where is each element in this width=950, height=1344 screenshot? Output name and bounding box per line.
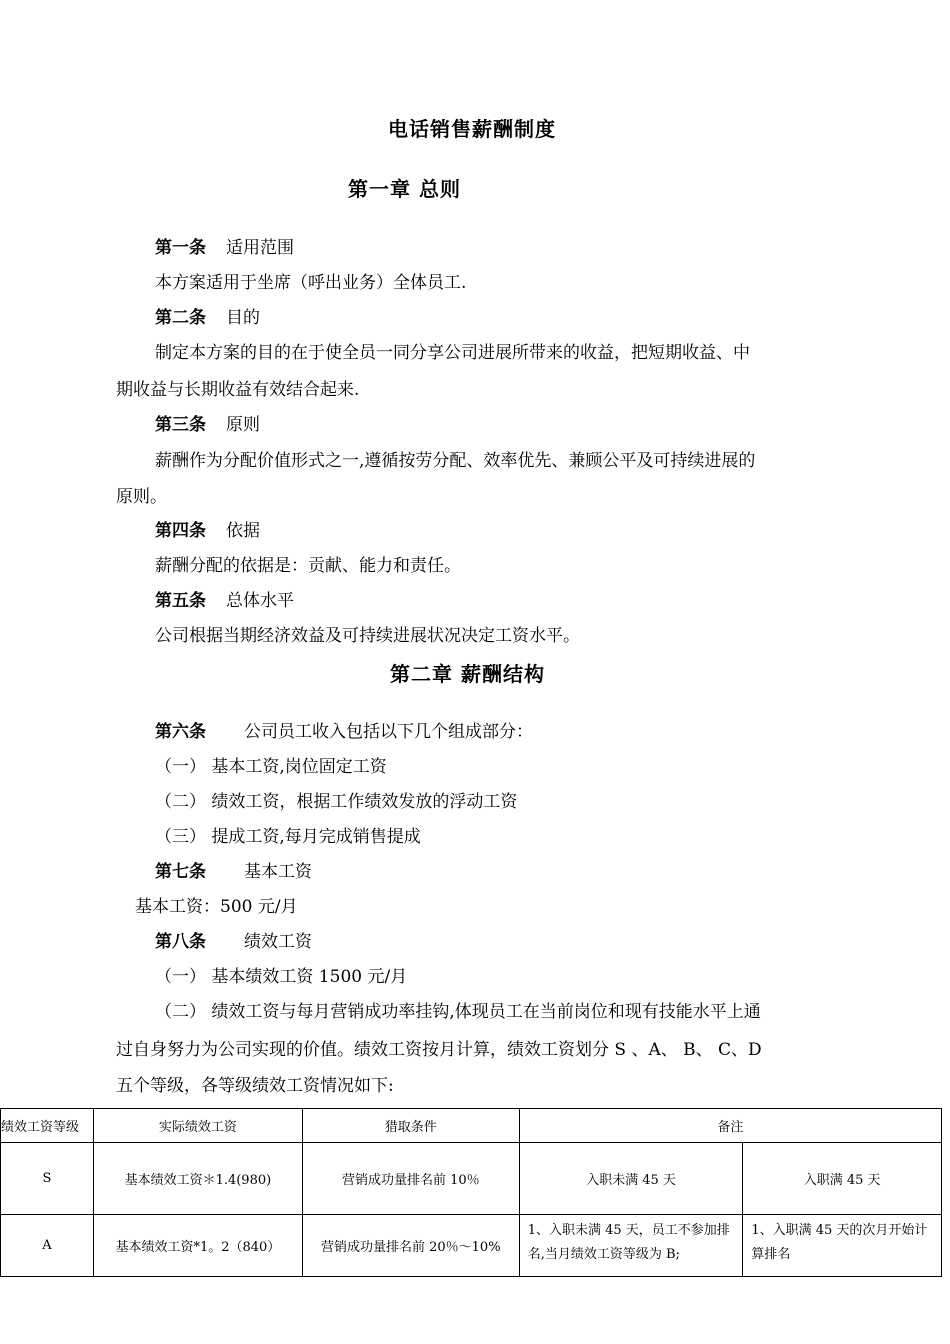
article-2 (155, 307, 260, 329)
article-6-title: 公司员工收入包括以下几个组成部分： (244, 722, 533, 742)
article-4-number: 第四条 (155, 521, 206, 541)
chapter-2-heading: 第二章 薪酬结构 (390, 662, 545, 686)
table-cell: 基本绩效工资＊1.4(980) (93, 1143, 302, 1215)
table-row (1, 1215, 942, 1277)
performance-pay-table (0, 1108, 942, 1277)
table-cell: 基本绩效工资*1。2（840） (93, 1215, 302, 1277)
article-1 (155, 237, 294, 259)
article-3-number: 第三条 (155, 415, 206, 435)
article-8-item-2-line2: 过自身努力为公司实现的价值。绩效工资按月计算，绩效工资划分 S 、A、 B、 C、D (116, 1040, 762, 1060)
article-8-item-2-line3: 五个等级，各等级绩效工资情况如下: (116, 1076, 394, 1096)
table-cell: 营销成功量排名前 10％ (302, 1143, 519, 1215)
table-cell: 营销成功量排名前 20％～10% (302, 1215, 519, 1277)
article-6-number: 第六条 (155, 722, 206, 742)
article-4 (155, 520, 260, 542)
article-8-item-2-line1: （二） 绩效工资与每月营销成功率挂钩,体现员工在当前岗位和现有技能水平上通 (155, 1002, 761, 1022)
article-3-body-line2: 原则。 (116, 487, 167, 507)
table-header-cell: 备注 (519, 1109, 941, 1143)
table-cell: A (1, 1215, 94, 1277)
article-1-title: 适用范围 (226, 238, 294, 258)
table-cell: S (1, 1143, 94, 1215)
article-1-body: 本方案适用于坐席（呼出业务）全体员工. (155, 273, 467, 293)
article-1-number: 第一条 (155, 238, 206, 258)
article-5 (155, 590, 294, 612)
article-7-body: 基本工资：500 元/月 (135, 897, 298, 917)
article-5-body: 公司根据当期经济效益及可持续进展状况决定工资水平。 (155, 626, 580, 646)
article-8 (155, 931, 312, 953)
article-3 (155, 414, 260, 436)
article-7-title: 基本工资 (244, 862, 312, 882)
document-title: 电话销售薪酬制度 (388, 117, 556, 141)
article-2-body-line1: 制定本方案的目的在于使全员一同分享公司进展所带来的收益，把短期收益、中 (155, 343, 750, 363)
table-cell: 1、入职满 45 天的次月开始计算排名 (743, 1215, 942, 1277)
chapter-1-heading: 第一章 总则 (348, 177, 461, 201)
article-6-item-2: （二） 绩效工资，根据工作绩效发放的浮动工资 (155, 792, 518, 812)
article-5-title: 总体水平 (226, 591, 294, 611)
article-3-body-line1: 薪酬作为分配价值形式之一,遵循按劳分配、效率优先、兼顾公平及可持续进展的 (155, 451, 756, 471)
table-row (1, 1143, 942, 1215)
article-3-title: 原则 (226, 415, 260, 435)
table-header-cell: 实际绩效工资 (93, 1109, 302, 1143)
table-header-row (1, 1109, 942, 1143)
article-7 (155, 861, 312, 883)
article-8-title: 绩效工资 (244, 932, 312, 952)
article-2-title: 目的 (226, 308, 260, 328)
table-header-cell: 绩效工资等级 (1, 1109, 94, 1143)
article-2-body-line2: 期收益与长期收益有效结合起来. (116, 380, 360, 400)
article-4-body: 薪酬分配的依据是：贡献、能力和责任。 (155, 556, 461, 576)
article-2-number: 第二条 (155, 308, 206, 328)
table-cell: 1、入职未满 45 天，员工不参加排名,当月绩效工资等级为 B; (519, 1215, 743, 1277)
table-cell: 入职未满 45 天 (519, 1143, 743, 1215)
article-5-number: 第五条 (155, 591, 206, 611)
article-6 (155, 721, 533, 743)
article-6-item-1: （一） 基本工资,岗位固定工资 (155, 757, 387, 777)
article-4-title: 依据 (226, 521, 260, 541)
table-header-cell: 猎取条件 (302, 1109, 519, 1143)
article-7-number: 第七条 (155, 862, 206, 882)
article-6-item-3: （三） 提成工资,每月完成销售提成 (155, 827, 421, 847)
table-cell: 入职满 45 天 (743, 1143, 942, 1215)
article-8-number: 第八条 (155, 932, 206, 952)
article-8-item-1: （一） 基本绩效工资 1500 元/月 (155, 967, 408, 987)
